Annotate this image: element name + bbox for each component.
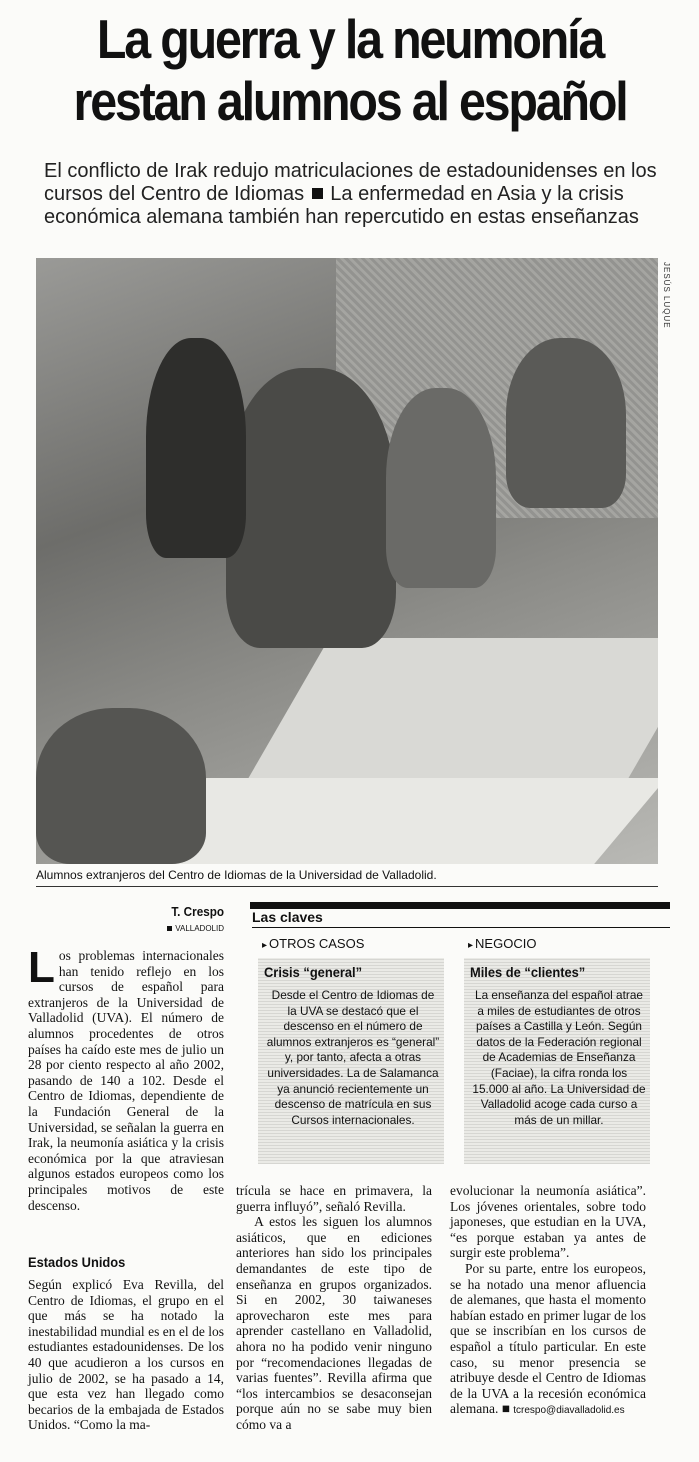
claves-box-negocio (464, 936, 650, 1164)
news-photo (36, 258, 658, 864)
box-tag: ▸ NEGOCIO (468, 936, 650, 954)
claves-title: Las claves (252, 909, 670, 928)
paragraph-text: A estos les siguen los alumnos asiáticos, que en ediciones anteriores han sido los principales demandantes de este tipo de enseñanza en grupos organizados. Si en 2002, 30 taiwaneses aprovecharon este mes para aprender castellano en Valladolid, ahora no ha podido venir ninguno por “recomendaciones llegadas de varias fuentes”. Revilla afirma que “los intercambios se desaconsejan porque aún no se sabe muy bien cómo va a (236, 1214, 432, 1432)
subhead-part-2: La enfermedad en Asia y la crisis económica alemana también han repercutido en estas enseñanzas (44, 183, 639, 228)
claves-top-bar (250, 902, 670, 909)
photo-credit: JESÚS LUQUE (662, 262, 671, 329)
paragraph-text: evolucionar la neumonía asiática”. Los jóvenes orientales, sobre todo japoneses, que estudian en la UVA, “es porque estaban ya antes de surgir este problema”. (450, 1183, 646, 1261)
article-column-4 (450, 1183, 646, 1419)
headline (60, 8, 641, 132)
headline-line-2: restan alumnos al español (73, 70, 627, 132)
drop-cap: L (28, 943, 55, 992)
box-text: La enseñanza del español atrae a miles de estudiantes de otros países a Castilla y León. Según datos de la Federación regional de Academias de Enseñanza (Faciae), la cifra ronda los 15.000 al año. La Universidad de Valladolid acoge cada curso a más de un millar. (472, 988, 646, 1127)
box-heading: Miles de “clientes” (470, 964, 586, 980)
author-email: tcrespo@diavalladolid.es (513, 1405, 625, 1417)
paragraph-text: trícula se hace en primavera, la guerra influyó”, señaló Revilla. (236, 1183, 432, 1214)
paragraph-text: Por su parte, entre los europeos, se ha notado una menor afluencia de alemanes, que hasta el momento habían estado en primer lugar de los que se inscribían en los cursos de español a título particular. En este caso, su menor presencia se atribuye desde el Centro de Idiomas de la UVA a la recesión económica alemana. (450, 1260, 646, 1417)
square-bullet-icon: ■ (501, 1401, 510, 1417)
box-heading: Crisis “general” (264, 964, 363, 980)
article-paragraph-2: Según explicó Eva Revilla, del Centro de Idiomas, el grupo en el que más se ha notado la inestabilidad mundial es en el de los estudiantes estadounidenses. De los 40 que acudieron a los cursos en julio de 2002, se ha pasado a 14, que esta vez han llegado como becarios de la embajada de Estados Unidos. “Como la ma- (28, 1277, 224, 1433)
byline-author: T. Crespo (171, 904, 224, 919)
section-subtitle: Estados Unidos (28, 1254, 126, 1270)
claves-box-otros-casos (258, 936, 444, 1164)
headline-line-1: La guerra y la neumonía (96, 8, 604, 70)
photo-person (506, 338, 626, 508)
las-claves-box (250, 902, 670, 1164)
divider (36, 886, 658, 887)
photo-person (226, 368, 396, 648)
subhead-part-1: El conflicto de Irak redujo matriculaciones de estadounidenses en los cursos del Centro de Idiomas (44, 160, 657, 205)
photo-person (36, 708, 206, 864)
photo-table-back (243, 638, 658, 788)
byline-place: VALLADOLID (160, 924, 224, 933)
box-tag: ▸ OTROS CASOS (262, 936, 444, 954)
article-paragraph-1 (28, 943, 224, 1213)
photo-caption: Alumnos extranjeros del Centro de Idiomas de la Universidad de Valladolid. (36, 868, 437, 882)
article-column-3 (236, 1183, 432, 1433)
box-text: Desde el Centro de Idiomas de la UVA se destacó que el descenso en el número de alumnos extranjeros es “general” y, por tanto, afecta a otras universidades. La de Salamanca ya anunció recientemente un descenso de matrícula en sus Cursos internacionales. (266, 988, 440, 1127)
square-bullet-icon (312, 188, 323, 199)
paragraph-text: os problemas internacionales han tenido reflejo en los cursos de español para extranjeros de la Universidad de Valladolid (UVA). El número de alumnos procedentes de otros países ha caído este mes de julio un 28 por ciento respecto al año 2002, pasando de 140 a 102. Desde el Centro de Idiomas, dependiente de la Fundación General de la Universidad, se señalan la guerra en Irak, la neumonía asiática y la crisis económica por la que atraviesan algunos estados europeos como los principales motivos de este descenso. (28, 948, 224, 1213)
subheadline (44, 160, 664, 229)
photo-person (146, 338, 246, 558)
photo-person (386, 388, 496, 588)
